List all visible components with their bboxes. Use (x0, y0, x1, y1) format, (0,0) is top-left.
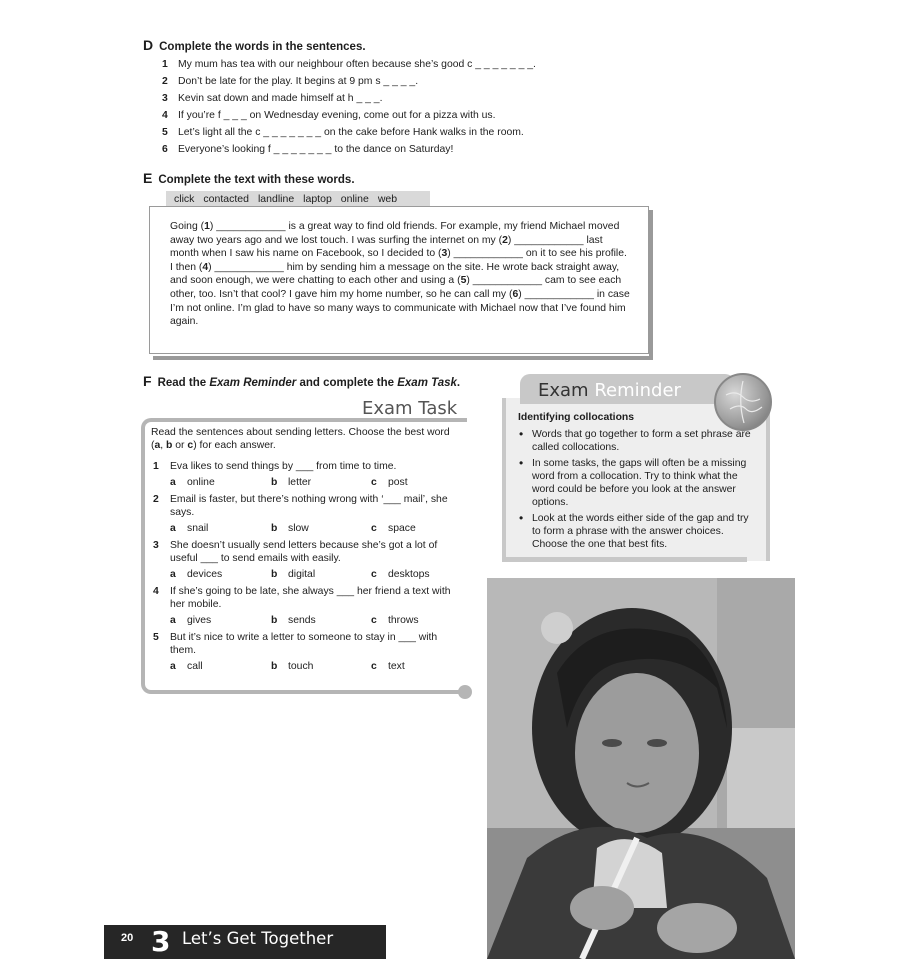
option-b[interactable]: b letter (271, 476, 312, 488)
section-title: Complete the text with these words. (158, 174, 355, 186)
bullet-item: • Words that go together to form a set phrase are called collocations. (518, 428, 754, 455)
list-item (162, 90, 536, 107)
section-f-heading (143, 373, 460, 389)
text-segment: ) ____________ cam to see each other, too. Isn’t that cool? I gave him my home number, so he can call my ( (170, 275, 622, 300)
question (153, 631, 458, 675)
text-segment: ) ____________ last month when I saw his name on Facebook, so I decided to ( (170, 234, 603, 260)
exam-task-intro (151, 426, 456, 452)
answer-options (153, 520, 458, 537)
gap-number: 4 (202, 261, 209, 273)
question-text: But it’s nice to write a letter to someone to stay in ___ with them. (170, 631, 438, 656)
page-number: 20 (121, 932, 134, 944)
option-a[interactable]: a online (170, 476, 215, 488)
section-d-list (162, 56, 536, 158)
intro-text: or (172, 440, 188, 451)
option-b[interactable]: b touch (271, 660, 314, 672)
option-c[interactable]: c text (371, 660, 405, 672)
intro-text: , (160, 440, 167, 451)
item-number: 2 (162, 76, 168, 87)
section-title: Complete the words in the sentences. (159, 41, 366, 53)
word-bank-item: online (340, 193, 369, 205)
section-e-heading (143, 170, 355, 186)
gap-fill-text (170, 220, 630, 329)
gap-number: 1 (204, 221, 210, 232)
text-segment: ) ____________ him by sending him a message on the site. He wrote back straight away, and soon enough, we were chatting to each other and using a ( (170, 261, 620, 287)
bullet-item: • Look at the words either side of the gap and try to form a phrase with the answer choices. Choose the one that best fits. (518, 512, 754, 552)
question-number: 5 (153, 631, 159, 643)
item-number: 6 (162, 144, 168, 155)
option-c[interactable]: c space (371, 522, 416, 534)
option-c[interactable]: c desktops (371, 568, 430, 580)
intro-text: Read the sentences about sending letters. Choose the best word ( (151, 427, 450, 451)
option-b[interactable]: b digital (271, 568, 316, 580)
question-text: If she’s going to be late, she always ___ her friend a text with her mobile. (170, 585, 451, 610)
word-bank-item: click (174, 193, 195, 205)
unit-title: Let’s Get Together (182, 929, 334, 948)
section-letter: F (143, 373, 152, 389)
intro-option: a (154, 440, 161, 451)
section-letter: E (143, 170, 153, 186)
text-segment: ) ____________ is a great way to find old friends. For example, my friend Michael moved away two years ago and we lost touch. I was surfing the internet on my ( (170, 221, 620, 246)
question (153, 585, 458, 629)
list-item (162, 107, 536, 124)
intro-option: c (187, 440, 194, 451)
question-text: Eva likes to send things by ___ from time to time. (170, 461, 397, 472)
list-item (162, 56, 536, 73)
item-number: 1 (162, 59, 168, 70)
frame-dot (458, 685, 472, 699)
question-number: 3 (153, 539, 159, 551)
option-c[interactable]: c post (371, 476, 408, 488)
word-bank-item: laptop (303, 193, 332, 205)
word-bank-item: web (377, 193, 398, 205)
item-text: If you’re f _ _ _ on Wednesday evening, come out for a pizza with us. (178, 110, 496, 121)
item-text: Don’t be late for the play. It begins at 9 pm s _ _ _ _. (178, 76, 419, 87)
bullet-item: • In some tasks, the gaps will often be a missing word from a collocation. Try to think what the word could be before you look at the answer options. (518, 457, 754, 510)
list-item (162, 141, 536, 158)
word-bank-item: contacted (203, 193, 249, 205)
item-text: Everyone’s looking f _ _ _ _ _ _ _ to the dance on Saturday! (178, 144, 454, 155)
section-title: and complete the (296, 377, 398, 389)
unit-number: 3 (151, 925, 171, 958)
student-writing-photo (487, 578, 795, 959)
exam-task-title: Exam Task (362, 398, 458, 419)
question (153, 493, 458, 537)
item-number: 3 (162, 93, 168, 104)
text-segment: ) ____________ in case I’m not online. I’m glad to have so many ways to communicate with Michael now that I’ve found him again. (170, 288, 630, 328)
item-text: Let’s light all the c _ _ _ _ _ _ _ on the cake before Hank walks in the room. (178, 127, 524, 138)
section-title: Read the (157, 377, 210, 389)
section-d-heading (143, 37, 366, 53)
text-segment: ) ____________ on it to see his profile. I then ( (170, 248, 627, 273)
question (153, 460, 458, 491)
item-number: 4 (162, 110, 168, 121)
text-segment: Going ( (170, 221, 205, 232)
exam-task-questions (153, 458, 458, 675)
title-word: Reminder (594, 380, 681, 401)
list-item (162, 73, 536, 90)
answer-options (153, 612, 458, 629)
option-a[interactable]: a gives (170, 614, 212, 626)
globe-icon (714, 373, 772, 431)
section-letter: D (143, 37, 154, 53)
option-a[interactable]: a devices (170, 568, 223, 580)
section-title-em: Exam Reminder (209, 377, 297, 389)
reminder-border (502, 557, 747, 562)
option-a[interactable]: a call (170, 660, 203, 672)
answer-options (153, 658, 458, 675)
question-number: 2 (153, 493, 159, 505)
item-text: My mum has tea with our neighbour often because she’s good c _ _ _ _ _ _ _. (178, 59, 536, 70)
gap-number: 2 (502, 234, 508, 246)
section-title-em: Exam Task (397, 377, 457, 389)
question (153, 539, 458, 583)
word-bank-item: landline (257, 193, 295, 205)
answer-options (153, 474, 458, 491)
intro-text: ) for each answer. (193, 440, 276, 451)
question-text: She doesn’t usually send letters because she’s got a lot of useful ___ to send emails with easily. (170, 539, 438, 564)
gap-number: 6 (512, 288, 519, 300)
option-a[interactable]: a snail (170, 522, 209, 534)
exam-reminder-title (538, 380, 681, 401)
reminder-subtitle: Identifying collocations (518, 412, 635, 423)
option-b[interactable]: b sends (271, 614, 316, 626)
question-number: 1 (153, 461, 159, 472)
list-item (162, 124, 536, 141)
answer-options (153, 566, 458, 583)
section-title: . (456, 377, 461, 389)
item-number: 5 (162, 127, 168, 138)
gap-number: 3 (441, 248, 448, 260)
option-b[interactable]: b slow (271, 522, 309, 534)
question-text: Email is faster, but there’s nothing wrong with ‘___ mail’, she says. (170, 493, 448, 518)
option-c[interactable]: c throws (371, 614, 419, 626)
title-word: Exam (538, 380, 589, 401)
item-text: Kevin sat down and made himself at h _ _ _. (178, 93, 383, 104)
reminder-bullets (518, 428, 754, 554)
question-number: 4 (153, 585, 159, 597)
intro-option: b (166, 440, 173, 451)
gap-number: 5 (460, 275, 467, 287)
